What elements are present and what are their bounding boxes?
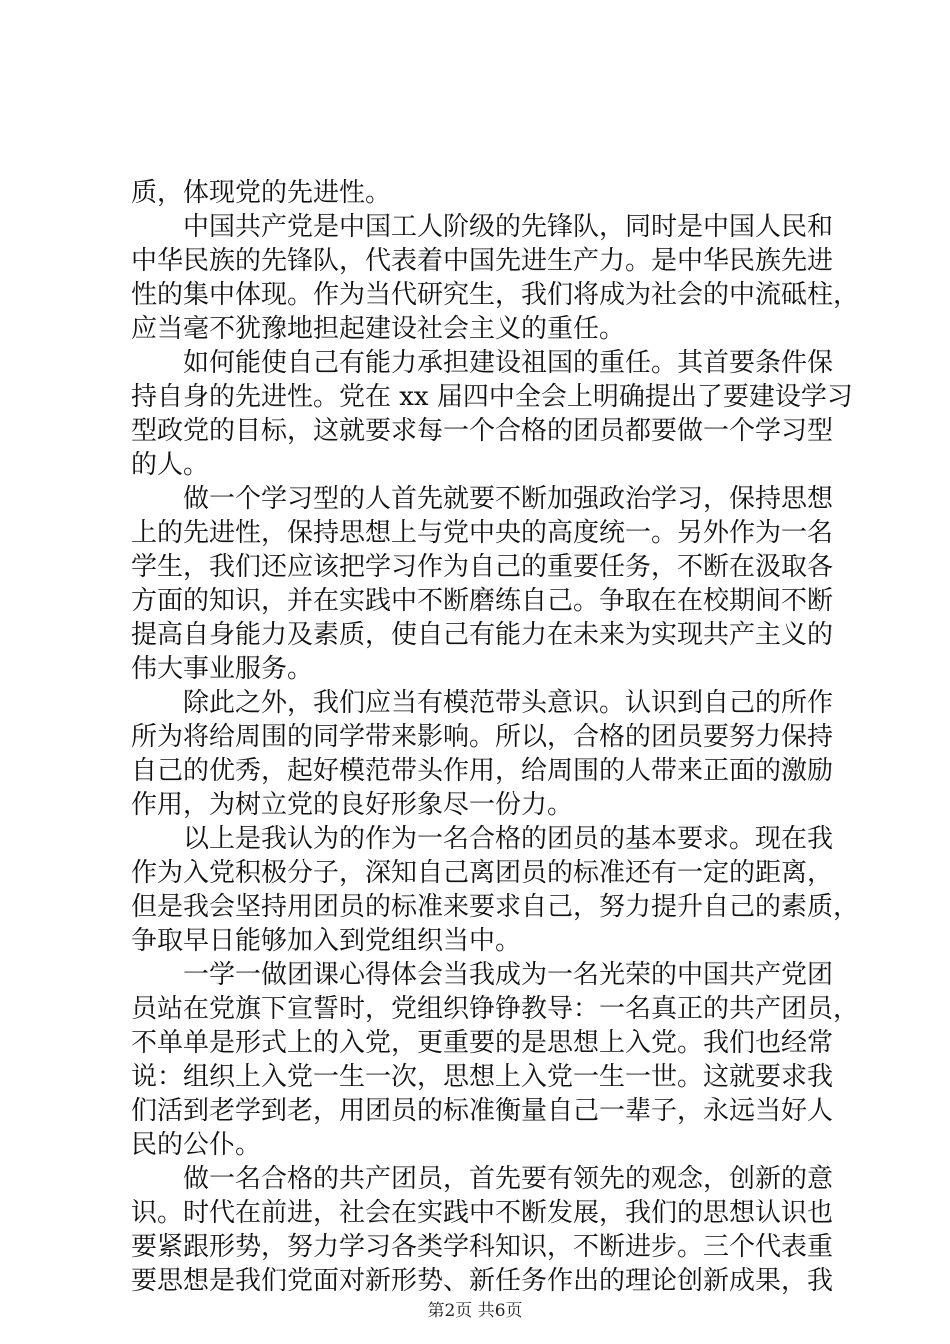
paragraph-first-line: 做一个学习型的人首先就要不断加强政治学习，保持思想	[183, 484, 834, 514]
paragraph-first-line: 做一名合格的共产团员，首先要有领先的观念，创新的意	[183, 1164, 834, 1194]
text-line: 应当毫不犹豫地担起建设社会主义的重任。	[131, 314, 626, 344]
paragraph-first-line: 一学一做团课心得体会当我成为一名光荣的中国共产党团	[183, 960, 834, 990]
text-line: 自己的优秀，起好模范带头作用，给周围的人带来正面的激励	[131, 756, 834, 786]
paragraph-first-line: 如何能使自己有能力承担建设祖国的重任。其首要条件保	[183, 348, 834, 378]
text-line: 中华民族的先锋队，代表着中国先进生产力。是中华民族先进	[131, 246, 834, 276]
text-line: 型政党的目标，这就要求每一个合格的团员都要做一个学习型	[131, 416, 834, 446]
text-line: 质，体现党的先进性。	[131, 178, 392, 208]
text-line: 上的先进性，保持思想上与党中央的高度统一。另外作为一名	[131, 518, 834, 548]
paragraph-first-line: 以上是我认为的作为一名合格的团员的基本要求。现在我	[183, 824, 834, 854]
text-line: 作用，为树立党的良好形象尽一份力。	[131, 790, 574, 820]
text-line: 提高自身能力及素质，使自己有能力在未来为实现共产主义的	[131, 620, 834, 650]
text-line: 民的公仆。	[131, 1130, 262, 1160]
text-line: 性的集中体现。作为当代研究生，我们将成为社会的中流砥柱，	[131, 280, 860, 310]
paragraph-first-line: 除此之外，我们应当有模范带头意识。认识到自己的所作	[183, 688, 834, 718]
text-line: 们活到老学到老，用团员的标准衡量自己一辈子，永远当好人	[131, 1096, 834, 1126]
text-line: 方面的知识，并在实践中不断磨练自己。争取在在校期间不断	[131, 586, 834, 616]
text-line: 识。时代在前进，社会在实践中不断发展，我们的思想认识也	[131, 1198, 834, 1228]
text-line: 作为入党积极分子，深知自己离团员的标准还有一定的距离，	[131, 858, 834, 888]
text-line: 要思想是我们党面对新形势、新任务作出的理论创新成果，我	[131, 1266, 834, 1296]
text-line: 伟大事业服务。	[131, 654, 314, 684]
text-line: 持自身的先进性。党在 xx 届四中全会上明确提出了要建设学习	[131, 382, 853, 412]
text-line: 学生，我们还应该把学习作为自己的重要任务，不断在汲取各	[131, 552, 834, 582]
page-number-footer: 第2页 共6页	[427, 1301, 523, 1321]
text-line: 争取早日能够加入到党组织当中。	[131, 926, 522, 956]
text-line: 但是我会坚持用团员的标准来要求自己，努力提升自己的素质，	[131, 892, 860, 922]
text-line: 不单单是形式上的入党，更重要的是思想上入党。我们也经常	[131, 1028, 834, 1058]
text-line: 所为将给周围的同学带来影响。所以，合格的团员要努力保持	[131, 722, 834, 752]
text-line: 说：组织上入党一生一次，思想上入党一生一世。这就要求我	[131, 1062, 834, 1092]
text-line: 的人。	[131, 450, 210, 480]
text-line: 员站在党旗下宣誓时，党组织铮铮教导：一名真正的共产团员，	[131, 994, 860, 1024]
paragraph-first-line: 中国共产党是中国工人阶级的先锋队，同时是中国人民和	[183, 212, 834, 242]
text-line: 要紧跟形势，努力学习各类学科知识，不断进步。三个代表重	[131, 1232, 834, 1262]
